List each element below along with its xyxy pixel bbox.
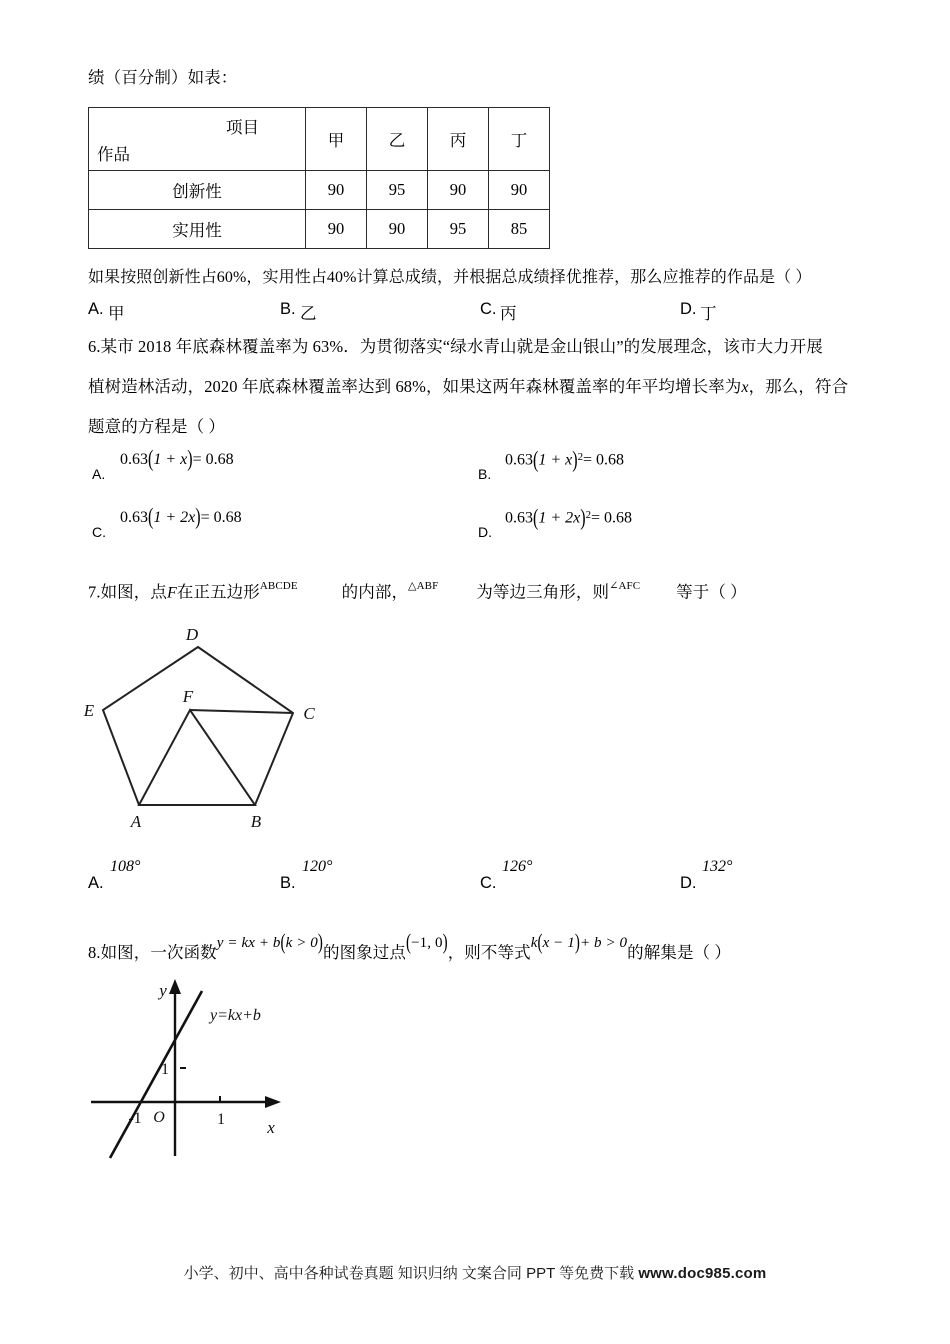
linear-function-graph xyxy=(85,978,295,1168)
q7-option-a-value[interactable]: 108° xyxy=(110,858,141,875)
q7-option-c-value[interactable]: 126° xyxy=(502,858,533,875)
q7-option-c-label[interactable]: C. xyxy=(480,874,497,892)
q5-option-d-label[interactable]: D. xyxy=(680,300,697,318)
q8-text-4: 的解集是（ ） xyxy=(627,943,731,962)
q8-inequality-expr: k(x − 1)+ b > 0 xyxy=(530,931,628,955)
pentagon-outline xyxy=(103,647,293,805)
q7-text-2: 在正五边形 xyxy=(176,582,260,602)
q6-option-b-formula[interactable]: $0.63(1 + x)^2= 0.68$ xyxy=(505,447,625,473)
question-6-line-3: 题意的方程是（ ） xyxy=(88,417,226,436)
q6-number: 6. xyxy=(88,337,101,356)
q8-point-coords: (−1, 0) xyxy=(406,931,448,955)
q7-text-1: 如图，点 xyxy=(100,582,167,602)
q5-option-a-label[interactable]: A. xyxy=(88,300,104,318)
q7-option-b-label[interactable]: B. xyxy=(280,874,296,892)
q6-option-b-label[interactable]: B. xyxy=(478,466,492,482)
question-6-line-1 xyxy=(88,337,823,357)
q6-option-a-formula[interactable]: 0.63(1 + x)= 0.68 xyxy=(120,446,234,472)
table-cell: 90 xyxy=(306,210,367,249)
table-row xyxy=(89,210,550,249)
x-tick-label-neg1: -1 xyxy=(128,1110,142,1127)
vertex-label-d: D xyxy=(185,625,199,644)
q7-point-f: F xyxy=(166,584,177,602)
q7-text-5: 等于（ ） xyxy=(676,582,747,602)
vertex-label-e: E xyxy=(83,701,95,720)
q7-pentagon-name: ABCDE xyxy=(259,580,298,592)
x-axis-label: x xyxy=(267,1118,275,1137)
vertex-label-b: B xyxy=(250,812,262,831)
footer-text: 小学、初中、高中各种试卷真题 知识归纳 文案合同 PPT 等免费下载 xyxy=(183,1265,635,1282)
intro-line: 绩（百分制）如表： xyxy=(88,68,238,87)
table-header-row xyxy=(89,108,550,171)
column-header: 乙 xyxy=(367,108,428,171)
q5-option-b-label[interactable]: B. xyxy=(280,300,296,318)
q6-text-2b: ，那么，符合 xyxy=(748,377,849,396)
q8-text-2: 的图象过点 xyxy=(323,943,406,962)
column-header: 丙 xyxy=(428,108,489,171)
row-label: 创新性 xyxy=(89,171,306,210)
q7-option-a-label[interactable]: A. xyxy=(88,874,104,892)
x-axis-arrow xyxy=(265,1096,281,1108)
q6-text-2a: 植树造林活动，2020 年底森林覆盖率达到 68%，如果这两年森林覆盖率的年平均增长率为 xyxy=(88,377,742,396)
q8-function-expr: y = kx + b(k > 0) xyxy=(216,931,323,955)
x-tick-label-1: 1 xyxy=(217,1111,225,1128)
function-line xyxy=(110,991,202,1158)
q6-option-c-formula[interactable]: 0.63(1 + 2x)= 0.68 xyxy=(120,504,242,530)
header-item-label: 项目 xyxy=(226,118,259,137)
vertex-label-c: C xyxy=(303,704,315,723)
q6-text-1: 某市 2018 年底森林覆盖率为 63%．为贯彻落实“绿水青山就是金山银山”的发展理念，该市大力开展 xyxy=(100,337,823,356)
table-cell: 90 xyxy=(367,210,428,249)
page-footer xyxy=(0,1262,950,1283)
q6-variable-x: x xyxy=(741,379,749,396)
q5-option-b-text[interactable]: 乙 xyxy=(300,304,317,323)
q6-option-d-formula[interactable]: $0.63(1 + 2x)^2= 0.68$ xyxy=(505,505,633,531)
table-cell: 90 xyxy=(489,171,550,210)
vertex-label-a: A xyxy=(130,812,142,831)
question-6-line-2 xyxy=(88,377,848,397)
q7-number: 7. xyxy=(88,582,101,602)
q8-number: 8. xyxy=(88,943,101,962)
q5-option-c-text[interactable]: 丙 xyxy=(500,304,517,323)
question-8-stem xyxy=(88,931,731,963)
q7-option-d-label[interactable]: D. xyxy=(680,874,697,892)
table-cell: 90 xyxy=(428,171,489,210)
score-table xyxy=(88,107,550,249)
q8-text-1: 如图，一次函数 xyxy=(100,943,217,962)
q6-option-c-label[interactable]: C. xyxy=(92,524,106,540)
vertex-label-f: F xyxy=(182,687,194,706)
segment-fc xyxy=(190,710,293,713)
table-corner-header xyxy=(89,108,306,171)
origin-label: O xyxy=(153,1109,165,1126)
table-cell: 90 xyxy=(306,171,367,210)
q7-triangle-name: △ABF xyxy=(408,580,439,592)
footer-site: www.doc985.com xyxy=(638,1265,767,1282)
column-header: 丁 xyxy=(489,108,550,171)
header-work-label: 作品 xyxy=(97,145,130,164)
pentagon-figure xyxy=(75,620,335,845)
table-cell: 95 xyxy=(367,171,428,210)
y-axis-label: y xyxy=(159,981,167,1000)
question-5-stem: 如果按照创新性占60%，实用性占40%计算总成绩，并根据总成绩择优推荐，那么应推荐的作品是（ ） xyxy=(88,269,812,286)
row-label: 实用性 xyxy=(89,210,306,249)
q7-option-d-value[interactable]: 132° xyxy=(702,858,733,875)
q7-angle-name: ∠AFC xyxy=(609,580,641,592)
triangle-abf xyxy=(139,710,255,805)
q6-option-d-label[interactable]: D. xyxy=(478,524,492,540)
q7-text-4: 为等边三角形，则 xyxy=(476,582,610,602)
q8-text-3: ，则不等式 xyxy=(447,943,531,962)
table-cell: 95 xyxy=(428,210,489,249)
y-axis-arrow xyxy=(169,979,181,994)
question-7-stem xyxy=(88,580,747,602)
q5-option-c-label[interactable]: C. xyxy=(480,300,497,318)
q7-option-b-value[interactable]: 120° xyxy=(302,858,333,875)
q6-option-a-label[interactable]: A. xyxy=(92,466,106,482)
q7-text-3: 的内部， xyxy=(341,582,409,602)
table-cell: 85 xyxy=(489,210,550,249)
table-row xyxy=(89,171,550,210)
function-line-label: y=kx+b xyxy=(210,1007,261,1024)
column-header: 甲 xyxy=(306,108,367,171)
q5-option-d-text[interactable]: 丁 xyxy=(700,304,717,323)
y-tick-label-1: 1 xyxy=(161,1061,169,1078)
q5-option-a-text[interactable]: 甲 xyxy=(108,304,125,323)
